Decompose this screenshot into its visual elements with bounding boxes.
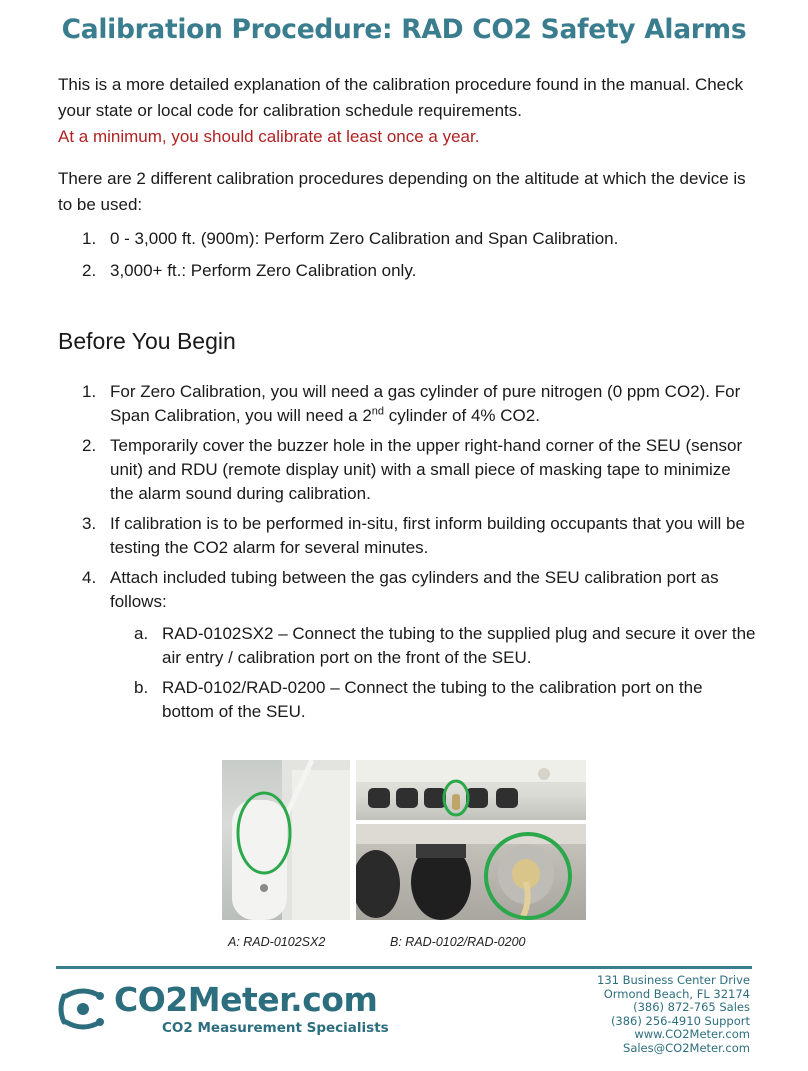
- email-link[interactable]: Sales@CO2Meter.com: [623, 1040, 750, 1055]
- website-link[interactable]: www.CO2Meter.com: [634, 1027, 750, 1041]
- sub-list-letter: a.: [134, 624, 149, 643]
- list-item-text: 3,000+ ft.: Perform Zero Calibration only.: [110, 261, 417, 280]
- sub-list-item: [110, 676, 758, 724]
- sub-list: [110, 622, 758, 724]
- list-number: 2.: [82, 261, 97, 280]
- step3-text: If calibration is to be performed in-situ, first inform building occupants that you will be testing the CO2 alarm for several minutes.: [110, 514, 745, 557]
- photo-rad-0102-top: [356, 760, 586, 820]
- photo-b-top-illustration: [356, 760, 586, 820]
- list-number: 1.: [82, 229, 97, 248]
- photo-rad-0102sx2: [222, 760, 350, 920]
- list-number: 3.: [82, 514, 97, 533]
- molecule-logo-icon: [56, 982, 110, 1036]
- footer-divider: [56, 966, 752, 969]
- step4-text: Attach included tubing between the gas cylinders and the SEU calibration port as follows:: [110, 568, 719, 611]
- intro-highlight: At a minimum, you should calibrate at least once a year.: [58, 127, 480, 146]
- logo-name: CO2Meter.com: [114, 980, 378, 1019]
- sub-list-item: [110, 622, 758, 670]
- altitude-list: [58, 226, 758, 290]
- logo-tagline: CO2 Measurement Specialists: [162, 1020, 389, 1036]
- list-number: 2.: [82, 436, 97, 455]
- caption-b: B: RAD-0102/RAD-0200: [390, 935, 526, 949]
- address-line: Ormond Beach, FL 32174: [603, 986, 750, 1001]
- list-item: [58, 258, 758, 284]
- caption-a: A: RAD-0102SX2: [228, 935, 326, 949]
- phone-support: (386) 256-4910 Support: [610, 1013, 750, 1028]
- photo-b-bottom-illustration: [356, 824, 586, 920]
- photo-rad-0102-bottom: [356, 824, 586, 920]
- company-logo: [56, 980, 416, 1040]
- list-number: 1.: [82, 382, 97, 401]
- list-item: [58, 226, 758, 252]
- sub-list-text: RAD-0102/RAD-0200 – Connect the tubing to the calibration port on the bottom of the SEU.: [162, 678, 703, 721]
- altitude-lead: There are 2 different calibration procedures depending on the altitude at which the device is to be used:: [58, 169, 746, 214]
- list-item: [58, 566, 758, 724]
- company-address: [597, 974, 750, 1055]
- sub-list-text: RAD-0102SX2 – Connect the tubing to the supplied plug and secure it over the air entry / calibration port on the front of the SEU.: [162, 624, 756, 667]
- sub-list-letter: b.: [134, 678, 149, 697]
- intro-paragraph: [58, 72, 758, 150]
- list-item-text: 0 - 3,000 ft. (900m): Perform Zero Calibration and Span Calibration.: [110, 229, 619, 248]
- section-heading: Before You Begin: [58, 328, 236, 354]
- phone-sales: (386) 872-765 Sales: [633, 1000, 750, 1014]
- list-item: [58, 434, 758, 506]
- list-number: 4.: [82, 568, 97, 587]
- address-line: 131 Business Center Drive: [597, 973, 750, 987]
- device-photos: [222, 760, 586, 920]
- step1-text-a: For Zero Calibration, you will need a gas cylinder of pure nitrogen (0 ppm CO2). For Span Calibration, you will need a 2: [110, 382, 741, 425]
- list-item: [58, 380, 758, 428]
- steps-list: [58, 380, 758, 730]
- step1-text-b: cylinder of 4% CO2.: [384, 406, 540, 425]
- photo-a-illustration: [222, 760, 350, 920]
- intro-text: This is a more detailed explanation of the calibration procedure found in the manual. Check your state or local code for calibration schedule requirements.: [58, 75, 744, 120]
- page-title: Calibration Procedure: RAD CO2 Safety Alarms: [61, 14, 747, 45]
- list-item: [58, 512, 758, 560]
- step1-sup: nd: [371, 405, 385, 418]
- step2-text: Temporarily cover the buzzer hole in the upper right-hand corner of the SEU (sensor unit) and RDU (remote display unit) with a small piece of masking tape to minimize the alarm sound during calibration.: [110, 436, 743, 503]
